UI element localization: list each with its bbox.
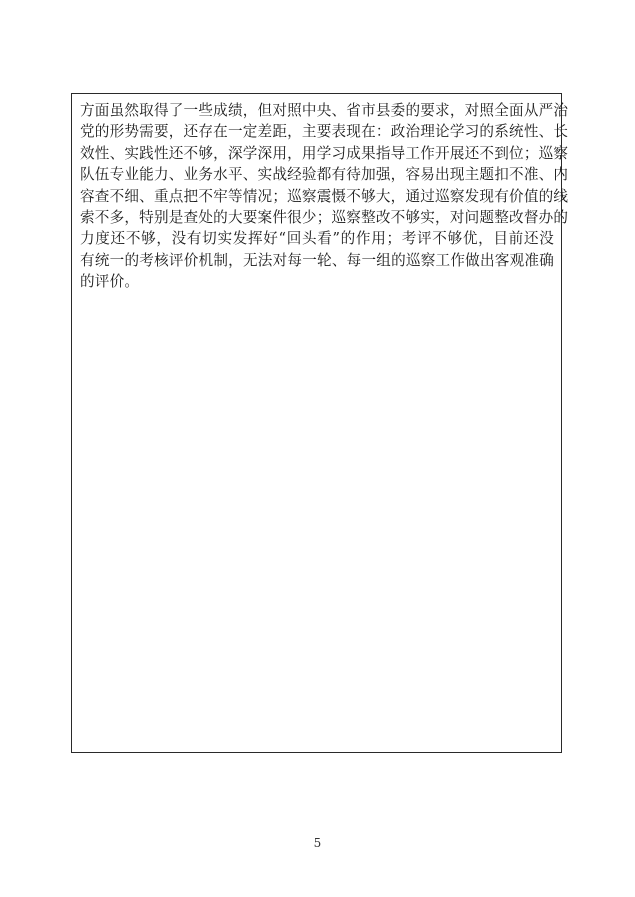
paragraph-line: 索不多，特别是查处的大要案件很少；巡察整改不够实，对问题整改督办的 — [80, 209, 569, 227]
form-table-cell — [71, 93, 569, 753]
page-number: 5 — [313, 836, 322, 850]
paragraph-line: 效性、实践性还不够，深学深用，用学习成果指导工作开展还不到位；巡察 — [80, 144, 569, 162]
body-paragraph — [80, 100, 569, 293]
paragraph-line: 力度还不够，没有切实发挥好“回头看”的作用；考评不够优，目前还没 — [80, 230, 554, 248]
paragraph-line: 有统一的考核评价机制，无法对每一轮、每一组的巡察工作做出客观准确 — [80, 251, 554, 269]
paragraph-line: 容查不细、重点把不牢等情况；巡察震慑不够大，通过巡察发现有价值的线 — [80, 187, 569, 205]
paragraph-line: 党的形势需要，还存在一定差距，主要表现在：政治理论学习的系统性、长 — [80, 123, 569, 141]
paragraph-line: 队伍专业能力、业务水平、实战经验都有待加强，容易出现主题扣不准、内 — [80, 166, 569, 184]
paragraph-line: 的评价。 — [80, 273, 140, 291]
paragraph-line: 方面虽然取得了一些成绩，但对照中央、省市县委的要求，对照全面从严治 — [80, 102, 569, 119]
